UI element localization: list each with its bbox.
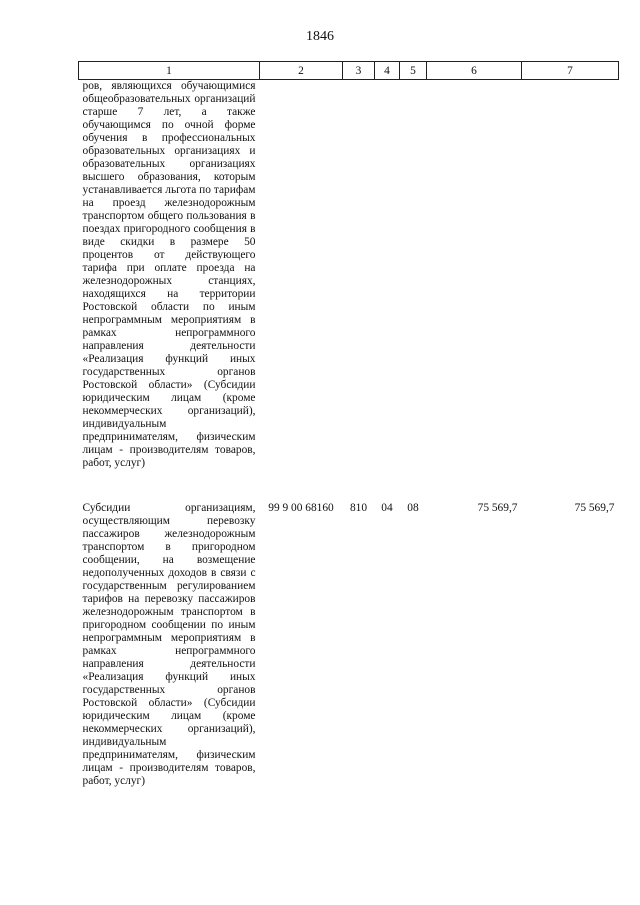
row-col7: 75 569,7 xyxy=(574,502,615,514)
row-description: Субсидии организациям, осуществляющим перевозку пассажиров железнодорожным транспортом в пригородном сообщении, на возмещение недополученных доходов в связи с государственным регулированием тарифов на перевозку пассажиров железнодорожным транспортом в пригородном сообщении по иным непрограммным мероприятиям в рамках непрограммного направления деятельности «Реализация функций иных государственных органов Ростовской области» (Субсидии юридическим лицам (кроме некоммерческих организаций), индивидуальным предпринимателям, физическим лицам - производителям товаров, работ, услуг) xyxy=(82,502,256,787)
row-col3: 810 xyxy=(349,502,368,514)
row-col6: 75 569,7 xyxy=(477,502,518,514)
header-col-1: 1 xyxy=(79,62,260,80)
row-code xyxy=(260,80,343,501)
header-col-2: 2 xyxy=(260,62,343,80)
header-col-6: 6 xyxy=(427,62,522,80)
header-row xyxy=(79,62,619,80)
header-col-4: 4 xyxy=(375,62,400,80)
row-code: 99 9 00 68160 xyxy=(268,502,334,514)
row-col5: 08 xyxy=(407,502,419,514)
budget-table xyxy=(78,61,619,788)
row-col7 xyxy=(522,80,619,501)
row-col5 xyxy=(400,80,427,501)
table-row xyxy=(79,500,619,788)
row-col4 xyxy=(375,80,400,501)
row-col3 xyxy=(343,80,375,501)
row-col6 xyxy=(427,80,522,501)
header-col-3: 3 xyxy=(343,62,375,80)
row-description: ров, являющихся обучающимися общеобразовательных организаций старше 7 лет, а также обучающимся по очной форме обучения в профессиональных образовательных организациях и образовательных организациях высшего образования, которым устанавливается льгота по тарифам на проезд железнодорожным транспортом общего пользования в поездах пригородного сообщения в виде скидки в размере 50 процентов от действующего тарифа при оплате проезда на железнодорожных станциях, находящихся на территории Ростовской области по иным непрограммным мероприятиям в рамках непрограммного направления деятельности «Реализация функций иных государственных органов Ростовской области» (Субсидии юридическим лицам (кроме некоммерческих организаций), индивидуальным предпринимателям, физическим лицам - производителям товаров, работ, услуг) xyxy=(82,80,256,469)
table-row xyxy=(79,80,619,501)
header-col-7: 7 xyxy=(522,62,619,80)
header-col-5: 5 xyxy=(400,62,427,80)
row-col4: 04 xyxy=(381,502,393,514)
page-number: 1846 xyxy=(306,29,334,44)
